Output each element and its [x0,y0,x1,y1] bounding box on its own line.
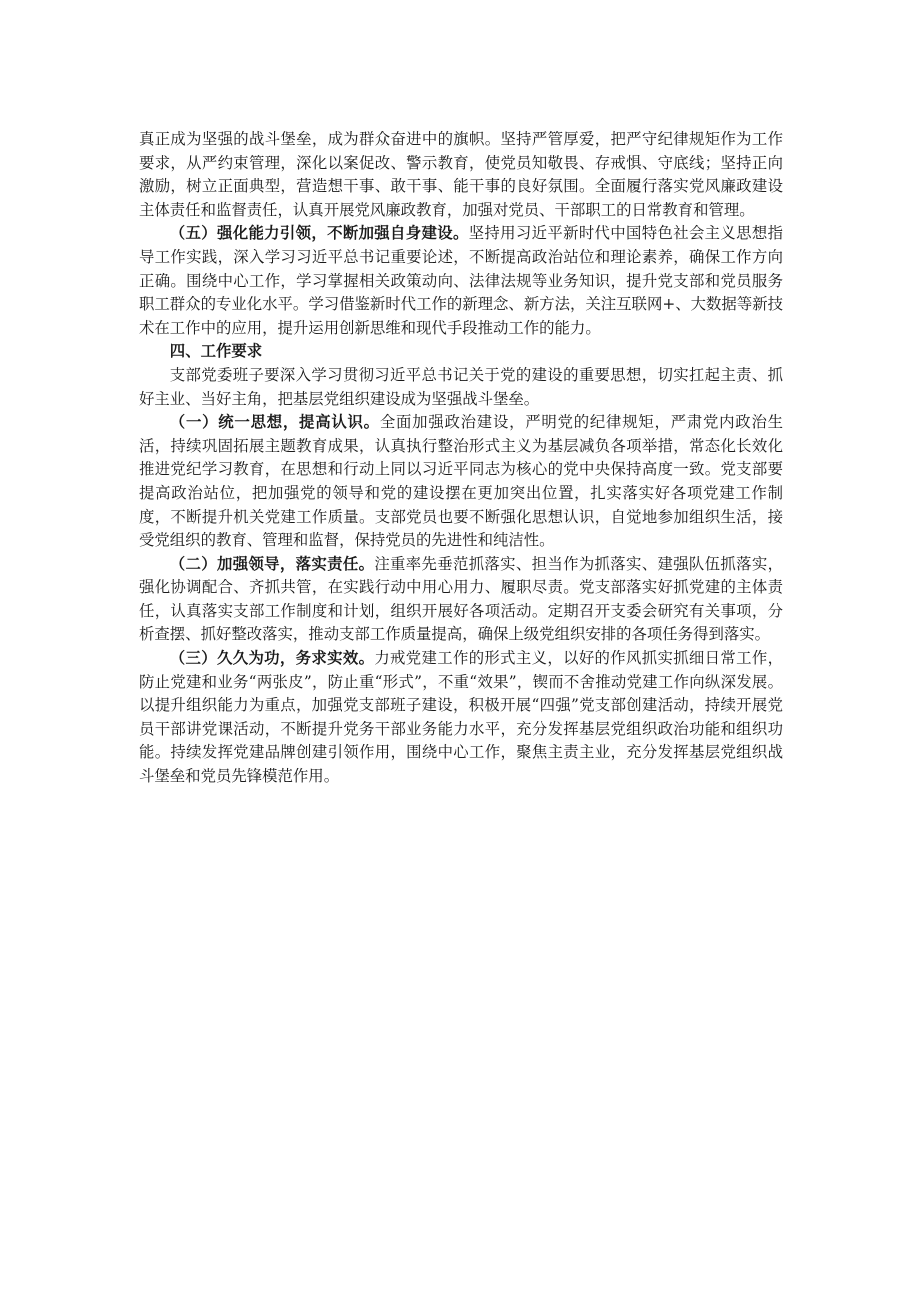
paragraph-text: 坚持用习近平新时代中国特色社会主义思想指导工作实践，深入学习习近平总书记重要论述，不断提高政治站位和理论素养，确保工作方向正确。围绕中心工作，学习掌握相关政策动向、法律法规等业务知识，提升党支部和党员服务职工群众的专业化水平。学习借鉴新时代工作的新理念、新方法，关注互联网+、大数据等新技术在工作中的应用，提升运用创新思维和现代手段推动工作的能力。 [139,224,783,337]
section-heading-4: 四、工作要求 [169,342,263,361]
document-page [139,128,783,789]
paragraph-lead: （三）久久为功，务求实效。 [169,649,375,668]
paragraph-lead: （五）强化能力引领，不断加强自身建设。 [169,224,469,243]
paragraph-intro-requirements [139,364,783,411]
paragraph-text: 全面加强政治建设，严明党的纪律规矩，严肃党内政治生活，持续巩固拓展主题教育成果，认真执行整治形式主义为基层减负各项举措，常态化长效化推进党纪学习教育，在思想和行动上同以习近平同志为核心的党中央保持高度一致。党支部要提高政治站位，把加强党的领导和党的建设摆在更加突出位置，扎实落实好各项党建工作制度，不断提升机关党建工作质量。支部党员也要不断强化思想认识，自觉地参加组织生活，接受党组织的教育、管理和监督，保持党员的先进性和纯洁性。 [139,413,783,550]
paragraph-lead: （一）统一思想，提高认识。 [169,413,380,432]
paragraph-lead: （二）加强领导，落实责任。 [169,554,375,573]
paragraph-requirement-3 [139,647,783,789]
paragraph-section-5 [139,222,783,340]
paragraph-text: 力戒党建工作的形式主义，以好的作风抓实抓细日常工作，防止党建和业务“两张皮”，防止重“形式”，不重“效果”，锲而不舍推动党建工作向纵深发展。以提升组织能力为重点，加强党支部班子建设，积极开展“四强”党支部创建活动，持续开展党员干部讲党课活动，不断提升党务干部业务能力水平，充分发挥基层党组织政治功能和组织功能。持续发挥党建品牌创建引领作用，围绕中心工作，聚焦主责主业，充分发挥基层党组织战斗堡垒和党员先锋模范作用。 [139,649,783,786]
paragraph-continuation [139,128,783,222]
paragraph-text: 真正成为坚强的战斗堡垒，成为群众奋进中的旗帜。坚持严管厚爱，把严守纪律规矩作为工作要求，从严约束管理，深化以案促改、警示教育，使党员知敬畏、存戒惧、守底线；坚持正向激励，树立正面典型，营造想干事、敢干事、能干事的良好氛围。全面履行落实党风廉政建设主体责任和监督责任，认真开展党风廉政教育，加强对党员、干部职工的日常教育和管理。 [139,130,783,219]
paragraph-text: 支部党委班子要深入学习贯彻习近平总书记关于党的建设的重要思想，切实扛起主责、抓好主业、当好主角，把基层党组织建设成为坚强战斗堡垒。 [139,365,783,408]
paragraph-text: 注重率先垂范抓落实、担当作为抓落实、建强队伍抓落实，强化协调配合、齐抓共管，在实践行动中用心用力、履职尽责。党支部落实好抓党建的主体责任，认真落实支部工作制度和计划，组织开展好各项活动。定期召开支委会研究有关事项，分析查摆、抓好整改落实，推动支部工作质量提高，确保上级党组织安排的各项任务得到落实。 [139,554,783,644]
paragraph-requirement-1 [139,411,783,553]
paragraph-requirement-2 [139,553,783,647]
